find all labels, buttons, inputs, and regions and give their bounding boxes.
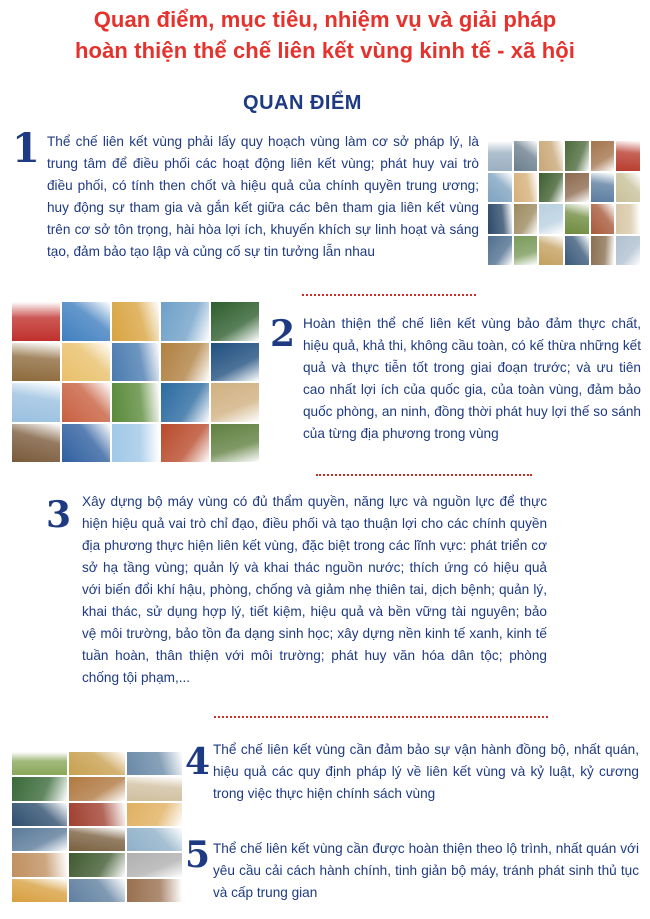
collage-photo	[127, 879, 182, 902]
divider-3	[214, 716, 548, 718]
collage-photo	[62, 424, 110, 463]
collage-photo	[616, 236, 640, 266]
collage-photo	[161, 424, 209, 463]
point-text-1: Thể chế liên kết vùng phải lấy quy hoạch vùng làm cơ sở pháp lý, là trung tâm để điều phối các hoạt động liên kết vùng; phát huy vai trò điều phối, có tính then chốt và hiệu quả của chính quyền trung ương; huy động sự tham gia và gắn kết giữa các bên tham gia liên kết vùng trên cơ sở tôn trọng, hài hòa lợi ích, khuyến khích sự linh hoạt và sáng tạo, đảm bảo tạo lập và củng cố sự tin tưởng lẫn nhau	[47, 134, 479, 259]
collage-photo	[591, 173, 615, 203]
collage-photo	[62, 383, 110, 422]
collage-photo	[539, 173, 563, 203]
collage-photo	[488, 173, 512, 203]
collage-photo	[69, 853, 124, 876]
collage-photo	[161, 302, 209, 341]
collage-photo	[488, 141, 512, 171]
collage-photo	[514, 173, 538, 203]
collage-photo	[127, 803, 182, 826]
collage-photo	[69, 777, 124, 800]
collage-photo	[591, 236, 615, 266]
collage-photo	[161, 383, 209, 422]
collage-photo	[539, 204, 563, 234]
collage-photo	[12, 343, 60, 382]
collage-photo	[112, 424, 160, 463]
collage-photo	[211, 383, 259, 422]
collage-photo	[591, 204, 615, 234]
collage-photo	[12, 302, 60, 341]
collage-photo	[616, 173, 640, 203]
collage-photo	[127, 828, 182, 851]
collage-photo	[161, 343, 209, 382]
collage-photo	[514, 236, 538, 266]
collage-photo	[62, 343, 110, 382]
point-number-1: 1	[12, 125, 40, 172]
collage-photo	[12, 879, 67, 902]
divider-1	[302, 294, 476, 296]
collage-photo	[514, 204, 538, 234]
collage-photo	[112, 302, 160, 341]
collage-photo	[591, 141, 615, 171]
collage-photo	[62, 302, 110, 341]
collage-photo	[12, 424, 60, 463]
collage-photo	[616, 141, 640, 171]
point-text-5: Thể chế liên kết vùng cần được hoàn thiện theo lộ trình, nhất quán với yêu cầu cải cách hành chính, tinh giản bộ máy, tránh phát sinh thủ tục và cấp trung gian	[213, 841, 639, 900]
collage-photo	[127, 752, 182, 775]
collage-photo	[539, 236, 563, 266]
collage-photo	[12, 828, 67, 851]
collage-photo	[211, 424, 259, 463]
photo-collage-2	[12, 302, 259, 462]
section-heading: QUAN ĐIỂM	[243, 92, 362, 114]
collage-photo	[514, 141, 538, 171]
collage-photo	[112, 383, 160, 422]
point-number-5: 5	[185, 834, 211, 876]
collage-photo	[211, 302, 259, 341]
collage-photo	[69, 803, 124, 826]
point-number-4: 4	[185, 741, 211, 783]
point-text-4: Thể chế liên kết vùng cần đảm bảo sự vận hành đồng bộ, nhất quán, hiệu quả các quy định pháp lý về liên kết vùng và kỷ luật, kỷ cương trong việc thực hiện chính sách vùng	[213, 742, 639, 801]
collage-photo	[565, 141, 589, 171]
collage-photo	[127, 853, 182, 876]
page-title	[0, 4, 650, 66]
collage-photo	[488, 204, 512, 234]
collage-photo	[69, 752, 124, 775]
collage-photo	[488, 236, 512, 266]
page-title-line-2: hoàn thiện thể chế liên kết vùng kinh tế - xã hội	[75, 38, 575, 63]
collage-photo	[69, 828, 124, 851]
photo-collage-1	[488, 141, 640, 265]
divider-2	[316, 474, 532, 476]
collage-photo	[565, 236, 589, 266]
collage-photo	[12, 383, 60, 422]
collage-photo	[12, 803, 67, 826]
collage-photo	[565, 173, 589, 203]
point-text-2: Hoàn thiện thể chế liên kết vùng bảo đảm thực chất, hiệu quả, khả thi, không cầu toàn, có kế thừa những kết quả và thực tiễn tốt trong giai đoạn trước; và ưu tiên cao nhất lợi ích của quốc gia, của toàn vùng, đảm bảo quốc phòng, an ninh, đồng thời phát huy lợi thế so sánh của từng địa phương trong vùng	[303, 316, 641, 441]
collage-photo	[12, 853, 67, 876]
point-text-3: Xây dựng bộ máy vùng có đủ thẩm quyền, năng lực và nguồn lực để thực hiện hiệu quả vai trò chỉ đạo, điều phối và tạo thuận lợi cho các chính quyền địa phương thực hiện liên kết vùng, đặc biệt trong các lĩnh vực: phát triển cơ sở hạ tầng vùng; quản lý và khai thác nguồn nước; thích ứng có hiệu quả với biến đổi khí hậu, phòng, chống và giảm nhẹ thiên tai, dịch bệnh; quản lý, khai thác, sử dụng hợp lý, tiết kiệm, hiệu quả và bền vững tài nguyên; bảo vệ môi trường, bảo tồn đa dạng sinh học; xây dựng nền kinh tế xanh, kinh tế tuần hoàn, thân thiện với môi trường; phát huy văn hóa dân tộc; phòng chống tội phạm,...	[82, 494, 547, 685]
collage-photo	[12, 752, 67, 775]
point-number-3: 3	[46, 494, 72, 536]
collage-photo	[12, 777, 67, 800]
collage-photo	[211, 343, 259, 382]
collage-photo	[616, 204, 640, 234]
point-number-2: 2	[270, 313, 296, 355]
photo-collage-3	[12, 752, 182, 902]
collage-photo	[127, 777, 182, 800]
collage-photo	[69, 879, 124, 902]
collage-photo	[112, 343, 160, 382]
collage-photo	[565, 204, 589, 234]
page-title-line-1: Quan điểm, mục tiêu, nhiệm vụ và giải pháp	[93, 7, 557, 32]
collage-photo	[539, 141, 563, 171]
